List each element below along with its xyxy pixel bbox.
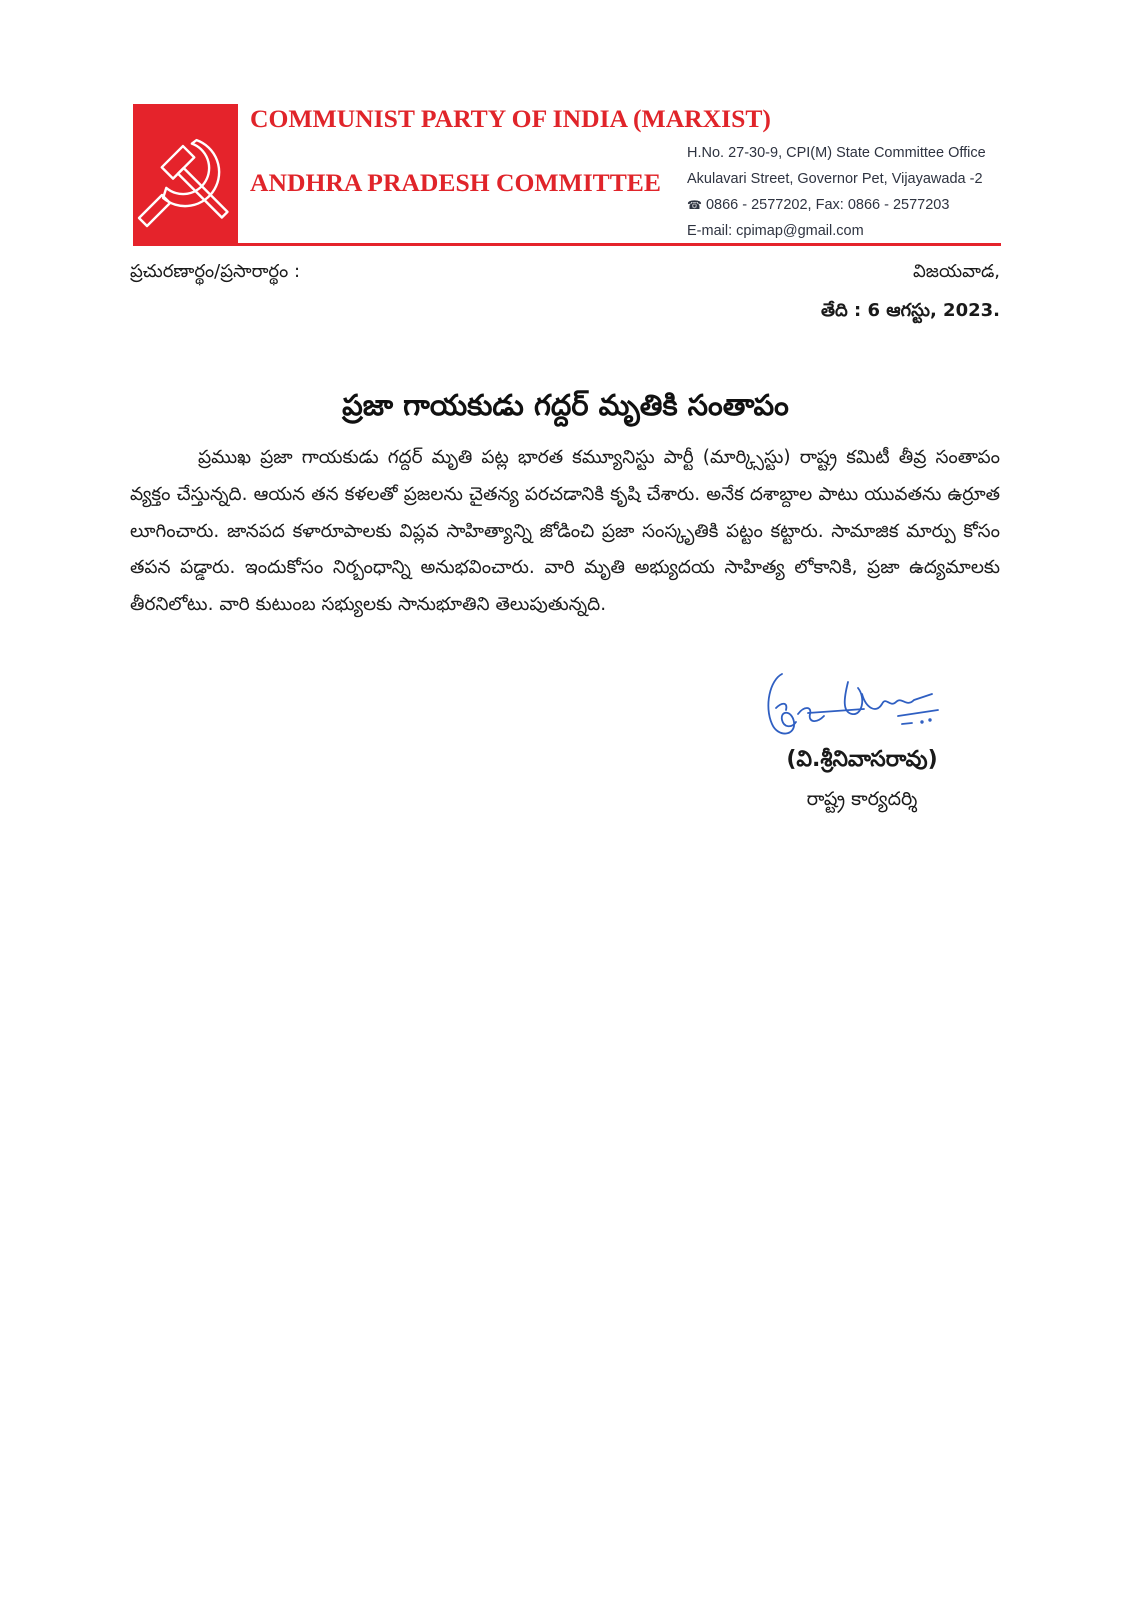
page-title: ప్రజా గాయకుడు గద్దర్ మృతికి సంతాపం bbox=[342, 388, 789, 422]
committee-name: ANDHRA PRADESH COMMITTEE bbox=[250, 168, 661, 197]
signatory-designation: రాష్ట్ర కార్యదర్శి bbox=[806, 788, 918, 810]
phone-icon: ☎ bbox=[687, 198, 702, 212]
email-line: E-mail: cpimap@gmail.com bbox=[687, 223, 864, 239]
org-name: COMMUNIST PARTY OF INDIA (MARXIST) bbox=[250, 104, 771, 133]
header-divider bbox=[133, 243, 1001, 246]
release-label: ప్రచురణార్థం/ప్రసారార్థం : bbox=[130, 261, 301, 282]
address-line-1: H.No. 27-30-9, CPI(M) State Committee Office bbox=[687, 145, 986, 161]
body-paragraph: ప్రముఖ ప్రజా గాయకుడు గద్దర్ మృతి పట్ల భారత కమ్యూనిస్టు పార్టీ (మార్క్సిస్టు) రాష్ట్ర కమిటీ తీవ్ర సంతాపం వ్యక్తం చేస్తున్నది. ఆయన తన కళలతో ప్రజలను చైతన్య పరచడానికి కృషి చేశారు. అనేక దశాబ్దాల పాటు యువతను ఉర్రూత లూగించారు. జానపద కళారూపాలకు విప్లవ సాహిత్యాన్ని జోడించి ప్రజా సంస్కృతికి పట్టం కట్టారు. సామాజిక మార్పు కోసం తపన పడ్డారు. ఇందుకోసం నిర్బంధాన్ని అనుభవించారు. వారి మృతి అభ్యుదయ సాహిత్య లోకానికి, ప్రజా ఉద్యమాలకు తీరనిలోటు. వారి కుటుంబ సభ్యులకు సానుభూతిని తెలుపుతున్నది. bbox=[130, 447, 1000, 616]
signatory-name: (వి.శ్రీనివాసరావు) bbox=[786, 747, 938, 772]
phone-line bbox=[687, 192, 986, 218]
place: విజయవాడ, bbox=[912, 261, 1000, 282]
phone-fax-text: 0866 - 2577202, Fax: 0866 - 2577203 bbox=[705, 197, 950, 213]
hammer-and-sickle-icon bbox=[133, 104, 238, 245]
address-line-2: Akulavari Street, Governor Pet, Vijayawada -2 bbox=[687, 171, 983, 187]
address-block bbox=[687, 140, 986, 244]
signature-image bbox=[752, 668, 952, 748]
party-logo bbox=[133, 104, 238, 245]
date: తేది : 6 ఆగస్టు, 2023. bbox=[821, 300, 1000, 321]
